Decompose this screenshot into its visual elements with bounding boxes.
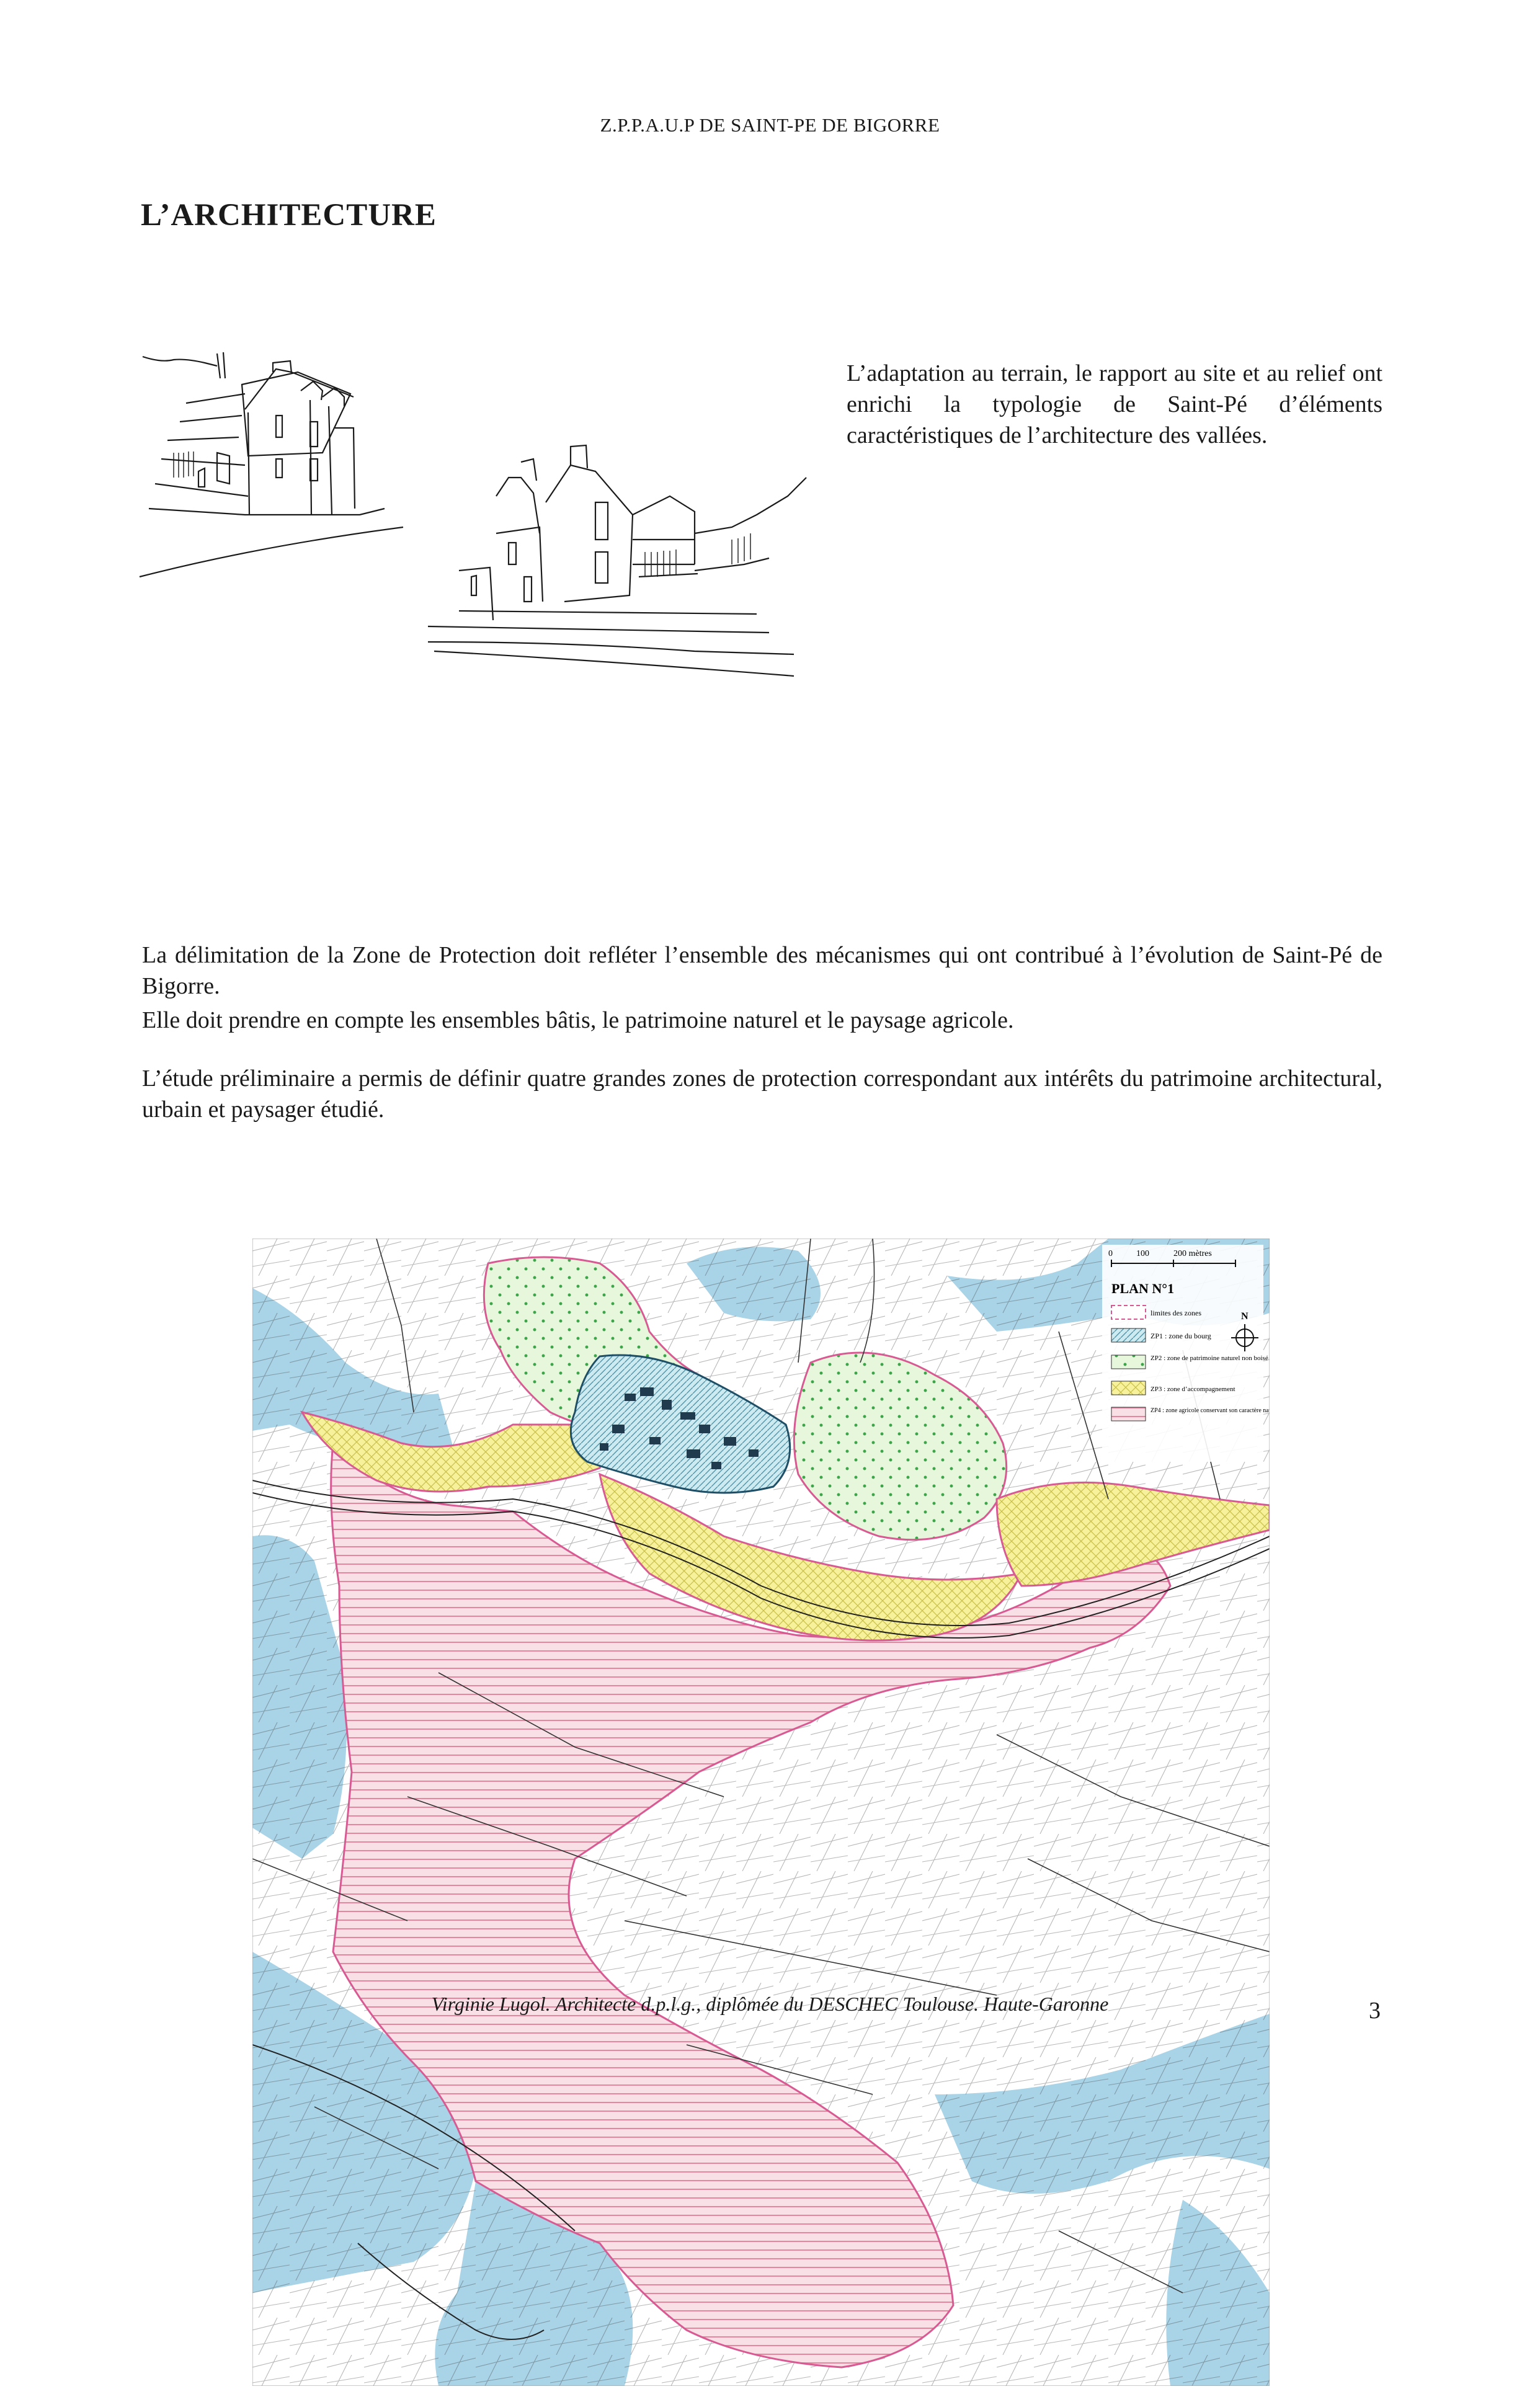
footer-credit: Virginie Lugol. Architecte d.p.l.g., diplômée du DESCHEC Toulouse. Haute-Garonne xyxy=(431,1993,1109,2015)
north-label: N xyxy=(1241,1311,1248,1322)
legend-label-limits: limites des zones xyxy=(1151,1309,1201,1317)
plan-title: PLAN N°1 xyxy=(1111,1281,1175,1296)
scale-zero: 0 xyxy=(1108,1249,1113,1258)
paragraph-ensembles: Elle doit prendre en compte les ensembles bâtis, le patrimoine naturel et le paysage agricole. xyxy=(142,1007,1014,1033)
legend-label-zp1: ZP1 : zone du bourg xyxy=(1151,1332,1211,1340)
scale-end: 200 mètres xyxy=(1173,1249,1212,1258)
legend-swatch-zp3 xyxy=(1111,1381,1146,1395)
legend-label-zp3: ZP3 : zone d’accompagnement xyxy=(1151,1386,1235,1393)
paragraph-etude: L’étude préliminaire a permis de définir quatre grandes zones de protection correspondant aux intérêts du patrimoine architectural, urbain et paysager étudié. xyxy=(142,1065,1382,1123)
map-legend xyxy=(1102,1245,1270,1462)
legend-swatch-zp2 xyxy=(1111,1355,1146,1369)
legend-label-zp2: ZP2 : zone de patrimoine naturel non boisé xyxy=(1151,1355,1268,1362)
scale-mid: 100 xyxy=(1136,1249,1149,1258)
architecture-sketch xyxy=(136,329,819,719)
legend-swatch-limits xyxy=(1111,1306,1146,1319)
intro-paragraph: L’adaptation au terrain, le rapport au site et au relief ont enrichi la typologie de Saint-Pé d’éléments caractéristiques de l’architecture des vallées. xyxy=(847,360,1382,448)
section-title: L’ARCHITECTURE xyxy=(141,198,437,233)
legend-swatch-zp1 xyxy=(1111,1328,1146,1342)
legend-swatch-zp4 xyxy=(1111,1407,1146,1421)
document-header: Z.P.P.A.U.P DE SAINT-PE DE BIGORRE xyxy=(600,114,940,136)
paragraph-delimitation: La délimitation de la Zone de Protection doit refléter l’ensemble des mécanismes qui ont contribué à l’évolution de Saint-Pé de Bigorre. xyxy=(142,942,1382,999)
zoning-map xyxy=(252,1239,1270,2386)
page-number: 3 xyxy=(1369,1998,1381,2024)
legend-label-zp4: ZP4 : zone agricole conservant son caractère naturel xyxy=(1151,1407,1270,1414)
